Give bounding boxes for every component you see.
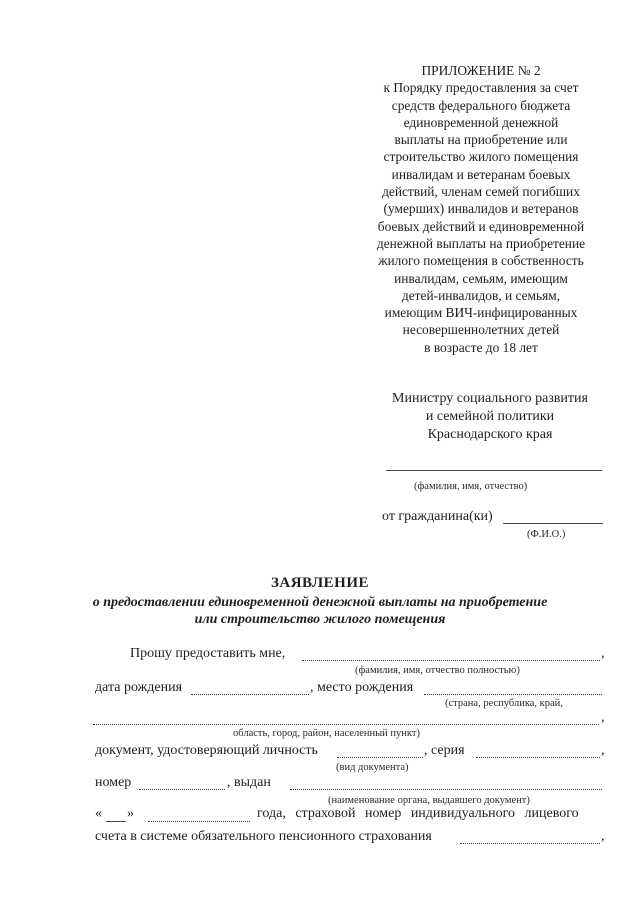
- birth-place-field[interactable]: [424, 694, 602, 695]
- comma: ,: [601, 646, 605, 661]
- addressee-line: Краснодарского края: [427, 427, 553, 442]
- addressee-block: [370, 390, 610, 444]
- document-title: ЗАЯВЛЕНИЕ: [270, 575, 370, 591]
- addressee-line: и семейной политики: [425, 409, 555, 424]
- appendix-line: единовременной денежной: [403, 114, 559, 130]
- issue-day-field[interactable]: [106, 821, 126, 822]
- issuer-hint: (наименование органа, выдавшего документ): [328, 795, 530, 806]
- comma: ,: [601, 829, 605, 844]
- date-close-quote: »: [127, 806, 134, 821]
- appendix-line: к Порядку предоставления за счет: [383, 80, 579, 96]
- appendix-line: боевых действий и единовременной: [377, 218, 585, 234]
- appendix-line: имеющим ВИЧ-инфицированных: [384, 305, 578, 321]
- appendix-line: жилого помещения в собственность: [378, 253, 584, 269]
- appendix-line: несовершеннолетних детей: [402, 322, 560, 338]
- region-hint: область, город, район, населенный пункт): [233, 728, 420, 739]
- birth-place-label: , место рождения: [310, 680, 414, 695]
- id-document-label: документ, удостоверяющий личность: [95, 743, 318, 758]
- pension-account-label: счета в системе обязательного пенсионного страхования: [95, 829, 432, 844]
- appendix-line: инвалидам и ветеранам боевых: [391, 166, 571, 182]
- series-field[interactable]: [476, 757, 600, 758]
- birth-date-label: дата рождения: [95, 680, 183, 695]
- request-label: Прошу предоставить мне,: [130, 646, 286, 661]
- date-open-quote: «: [95, 806, 102, 821]
- applicant-fio-hint: (фамилия, имя, отчество): [414, 481, 528, 492]
- comma: ,: [601, 710, 605, 725]
- full-name-field[interactable]: [302, 660, 600, 661]
- snils-field[interactable]: [460, 843, 600, 844]
- appendix-line: выплаты на приобретение или: [394, 132, 568, 148]
- addressee-line: Министру социального развития: [392, 391, 588, 406]
- number-field[interactable]: [139, 789, 225, 790]
- id-document-type-field[interactable]: [337, 757, 423, 758]
- appendix-line: строительство жилого помещения: [383, 149, 579, 165]
- birth-place-hint: (страна, республика, край,: [445, 698, 563, 709]
- region-field[interactable]: [93, 724, 599, 725]
- number-label: номер: [95, 775, 132, 790]
- issue-month-field[interactable]: [148, 821, 250, 822]
- appendix-line: ПРИЛОЖЕНИЕ № 2: [421, 63, 541, 78]
- appendix-line: действий, членам семей погибших: [382, 184, 580, 200]
- appendix-line: (умерших) инвалидов и ветеранов: [383, 201, 579, 217]
- document-subtitle-line1: о предоставлении единовременной денежной выплаты на приобретение: [92, 595, 548, 610]
- applicant-fio-field[interactable]: [386, 470, 602, 471]
- comma: ,: [601, 743, 605, 758]
- birth-date-field[interactable]: [191, 694, 309, 695]
- from-citizen-field[interactable]: [503, 523, 603, 524]
- appendix-line: инвалидам, семьям, имеющим: [394, 270, 568, 286]
- issued-label: , выдан: [227, 775, 271, 790]
- appendix-header: [346, 62, 616, 356]
- from-citizen-label: от гражданина(ки): [382, 509, 493, 524]
- series-label: , серия: [424, 743, 465, 758]
- doc-type-hint: (вид документа): [336, 762, 409, 773]
- issuer-field[interactable]: [290, 789, 602, 790]
- appendix-line: в возрасте до 18 лет: [424, 339, 538, 355]
- appendix-line: детей-инвалидов, и семьям,: [401, 287, 561, 303]
- appendix-line: средств федерального бюджета: [391, 97, 571, 113]
- year-and-snils-label: года, страховой номер индивидуального лицевого: [257, 806, 579, 821]
- appendix-line: денежной выплаты на приобретение: [376, 235, 586, 251]
- document-subtitle-line2: или строительство жилого помещения: [194, 612, 446, 627]
- full-name-hint: (фамилия, имя, отчество полностью): [355, 665, 520, 676]
- from-citizen-hint: (Ф.И.О.): [527, 529, 566, 540]
